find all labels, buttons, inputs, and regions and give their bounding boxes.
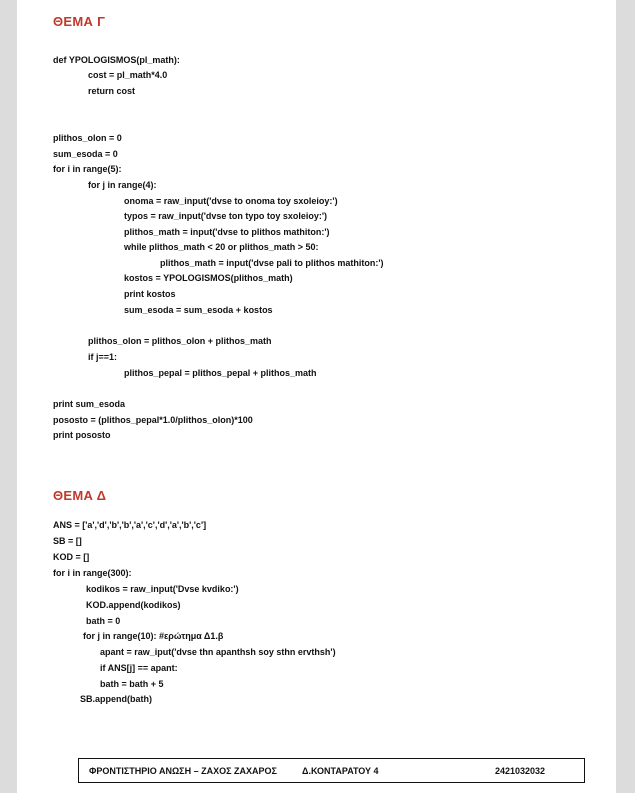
code-line: bath = bath + 5: [100, 679, 164, 689]
document-page: [17, 0, 616, 793]
code-line: pososto = (plithos_pepal*1.0/plithos_olon)*100: [53, 415, 253, 425]
code-line: apant = raw_iput('dvse thn apanthsh soy sthn ervthsh'): [100, 647, 336, 657]
code-line: sum_esoda = 0: [53, 149, 118, 159]
code-line: plithos_olon = plithos_olon + plithos_math: [88, 336, 272, 346]
code-line: kodikos = raw_input('Dvse kvdiko:'): [86, 584, 239, 594]
code-line: print sum_esoda: [53, 399, 126, 409]
footer-address: Δ.ΚΟΝΤΑΡΑΤΟΥ 4: [302, 766, 379, 776]
code-line: onoma = raw_input('dvse to onoma toy sxoleioy:'): [124, 196, 338, 206]
code-line: for j in range(10): #ερώτημα Δ1.β: [83, 631, 224, 641]
code-line: ANS = ['a','d','b','b','a','c','d','a','b','c']: [53, 520, 207, 530]
page-footer: [78, 758, 585, 783]
code-line: typos = raw_input('dvse ton typo toy sxoleioy:'): [124, 211, 328, 221]
code-line: while plithos_math < 20 or plithos_math > 50:: [124, 242, 319, 252]
section-d-heading: ΘΕΜΑ Δ: [53, 488, 107, 503]
code-line: kostos = YPOLOGISMOS(plithos_math): [124, 273, 293, 283]
code-line: bath = 0: [86, 616, 121, 626]
code-line: plithos_pepal = plithos_pepal + plithos_math: [124, 368, 317, 378]
footer-phone: 2421032032: [495, 766, 546, 776]
code-line: cost = pl_math*4.0: [88, 70, 168, 80]
code-line: for i in range(5):: [53, 164, 122, 174]
code-line: print pososto: [53, 430, 111, 440]
code-line: for i in range(300):: [53, 568, 132, 578]
code-line: plithos_math = input('dvse to plithos mathiton:'): [124, 227, 330, 237]
code-line: plithos_math = input('dvse pali to plithos mathiton:'): [160, 258, 384, 268]
code-line: return cost: [88, 86, 136, 96]
code-line: KOD = []: [53, 552, 90, 562]
code-line: def YPOLOGISMOS(pl_math):: [53, 55, 180, 65]
footer-school-name: ΦΡΟΝΤΙΣΤΗΡΙΟ ΑΝΩΣΗ – ΖΑΧΟΣ ΖΑΧΑΡΟΣ: [89, 766, 277, 776]
code-line: print kostos: [124, 289, 176, 299]
section-c-heading: ΘΕΜΑ Γ: [53, 14, 106, 29]
code-line: SB = []: [53, 536, 82, 546]
code-line: SB.append(bath): [80, 694, 152, 704]
code-line: if j==1:: [88, 352, 118, 362]
code-line: if ANS[j] == apant:: [100, 663, 178, 673]
code-line: for j in range(4):: [88, 180, 157, 190]
code-line: sum_esoda = sum_esoda + kostos: [124, 305, 273, 315]
code-line: KOD.append(kodikos): [86, 600, 181, 610]
code-line: plithos_olon = 0: [53, 133, 122, 143]
